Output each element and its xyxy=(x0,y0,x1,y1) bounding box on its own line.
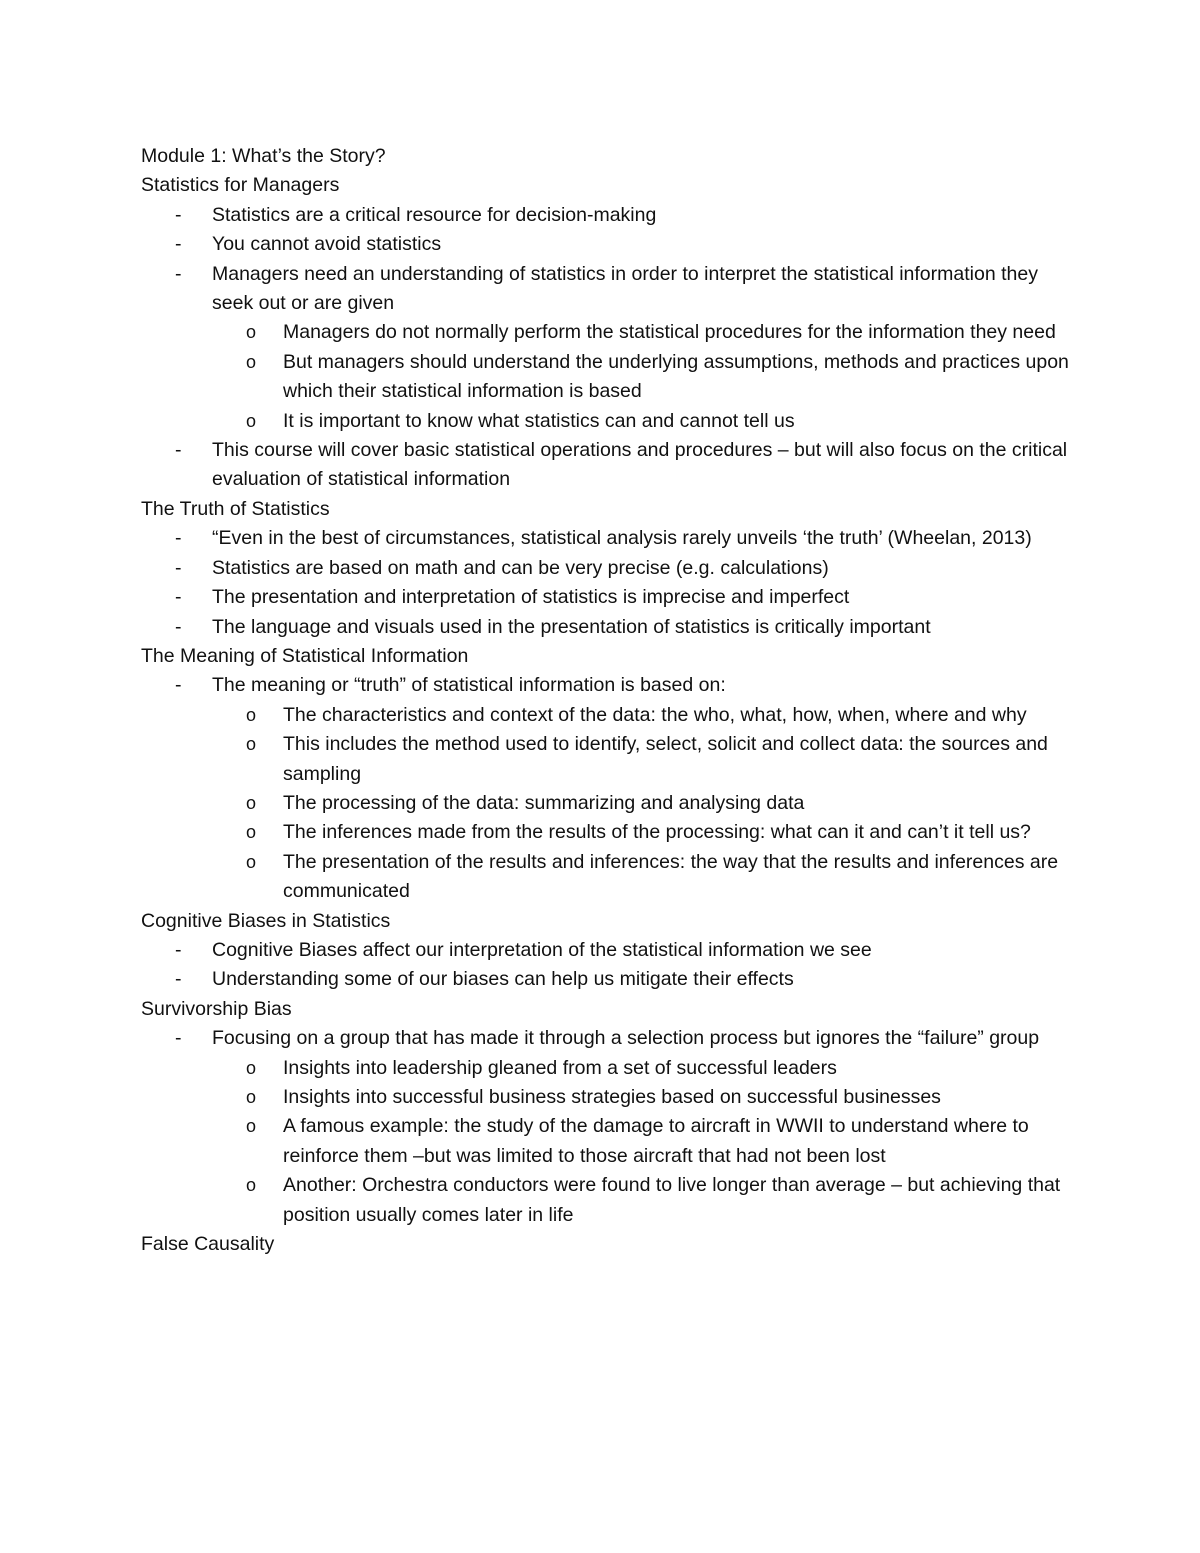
dash-bullet-icon: - xyxy=(175,527,182,550)
bullet-text: You cannot avoid statistics xyxy=(212,233,442,256)
sub-bullet-item xyxy=(141,1054,1071,1083)
bullet-item xyxy=(141,230,1071,259)
circle-bullet-icon: o xyxy=(246,851,257,872)
section-heading: Survivorship Bias xyxy=(141,997,292,1020)
bullet-text: The presentation of the results and inferences: the way that the results and inferences are communicated xyxy=(283,850,1059,903)
bullet-item xyxy=(141,260,1071,319)
circle-bullet-icon: o xyxy=(246,322,257,343)
bullet-text: Managers need an understanding of statistics in order to interpret the statistical information they seek out or are given xyxy=(212,262,1038,315)
bullet-text: But managers should understand the underlying assumptions, methods and practices upon which their statistical information is based xyxy=(283,350,1069,403)
bullet-text: Insights into leadership gleaned from a set of successful leaders xyxy=(283,1056,837,1079)
dash-bullet-icon: - xyxy=(175,674,182,697)
bullet-text: A famous example: the study of the damage to aircraft in WWII to understand where to reinforce them –but was limited to those aircraft that had not been lost xyxy=(283,1115,1029,1167)
bullet-text: Managers do not normally perform the statistical procedures for the information they need xyxy=(283,321,1056,344)
circle-bullet-icon: o xyxy=(246,1087,257,1107)
dash-bullet-icon: - xyxy=(175,586,182,609)
dash-bullet-icon: - xyxy=(175,262,182,285)
dash-bullet-icon: - xyxy=(175,968,182,991)
sub-bullet-item xyxy=(141,701,1071,730)
sub-bullet-item xyxy=(141,818,1071,847)
dash-bullet-icon: - xyxy=(175,615,182,638)
circle-bullet-icon: o xyxy=(246,1057,257,1078)
dash-bullet-icon: - xyxy=(175,233,182,256)
bullet-text: Focusing on a group that has made it through a selection process but ignores the “failure” group xyxy=(212,1027,1040,1050)
section-heading: Cognitive Biases in Statistics xyxy=(141,909,391,932)
bullet-text: Statistics are a critical resource for decision-making xyxy=(212,203,657,226)
bullet-text: Statistics are based on math and can be very precise (e.g. calculations) xyxy=(212,556,829,579)
bullet-text: This includes the method used to identify, select, solicit and collect data: the sources and sampling xyxy=(283,733,1048,785)
dash-bullet-icon: - xyxy=(175,439,182,462)
bullet-item xyxy=(141,524,1071,553)
bullet-text: The inferences made from the results of the processing: what can it and can’t it tell us? xyxy=(283,821,1031,844)
bullet-text: The processing of the data: summarizing and analysing data xyxy=(283,791,805,814)
bullet-text: The meaning or “truth” of statistical information is based on: xyxy=(212,674,726,697)
section-heading: Statistics for Managers xyxy=(141,174,340,197)
document-sections xyxy=(141,171,1071,1259)
bullet-item xyxy=(141,1024,1071,1053)
sub-bullet-item xyxy=(141,1083,1071,1112)
bullet-text: Understanding some of our biases can help us mitigate their effects xyxy=(212,968,794,991)
sub-bullet-item xyxy=(141,1171,1071,1230)
bullet-text: Another: Orchestra conductors were found to live longer than average – but achieving that position usually comes later in life xyxy=(283,1174,1061,1226)
sub-bullet-item xyxy=(141,730,1071,789)
circle-bullet-icon: o xyxy=(246,704,257,725)
bullet-text: Cognitive Biases affect our interpretation of the statistical information we see xyxy=(212,938,872,961)
document-page xyxy=(141,142,1071,1259)
sub-bullet-item xyxy=(141,318,1071,347)
bullet-text: Insights into successful business strategies based on successful businesses xyxy=(283,1086,941,1108)
dash-bullet-icon: - xyxy=(175,938,182,961)
bullet-item xyxy=(141,671,1071,700)
circle-bullet-icon: o xyxy=(246,1116,257,1137)
section-heading: False Causality xyxy=(141,1233,275,1256)
circle-bullet-icon: o xyxy=(246,351,257,372)
bullet-item xyxy=(141,201,1071,230)
bullet-item xyxy=(141,965,1071,994)
circle-bullet-icon: o xyxy=(246,822,257,843)
bullet-text: The language and visuals used in the presentation of statistics is critically important xyxy=(212,615,931,638)
document-title: Module 1: What’s the Story? xyxy=(141,145,386,167)
bullet-item xyxy=(141,613,1071,642)
bullet-item xyxy=(141,554,1071,583)
dash-bullet-icon: - xyxy=(175,203,182,226)
dash-bullet-icon: - xyxy=(175,1027,182,1050)
bullet-item xyxy=(141,583,1071,612)
bullet-text: “Even in the best of circumstances, statistical analysis rarely unveils ‘the truth’ (Wheelan, 2013) xyxy=(212,527,1032,550)
sub-bullet-item xyxy=(141,789,1071,818)
sub-bullet-item xyxy=(141,1112,1071,1171)
dash-bullet-icon: - xyxy=(175,556,182,579)
section-heading: The Truth of Statistics xyxy=(141,497,330,520)
circle-bullet-icon: o xyxy=(246,410,257,431)
circle-bullet-icon: o xyxy=(246,792,257,813)
section-heading: The Meaning of Statistical Information xyxy=(141,644,469,667)
bullet-text: The characteristics and context of the data: the who, what, how, when, where and why xyxy=(283,703,1027,726)
circle-bullet-icon: o xyxy=(246,734,257,755)
sub-bullet-item xyxy=(141,848,1071,907)
bullet-text: The presentation and interpretation of statistics is imprecise and imperfect xyxy=(212,586,850,609)
sub-bullet-item xyxy=(141,348,1071,407)
bullet-item xyxy=(141,936,1071,965)
sub-bullet-item xyxy=(141,407,1071,436)
circle-bullet-icon: o xyxy=(246,1175,257,1196)
bullet-text: It is important to know what statistics can and cannot tell us xyxy=(283,409,795,432)
bullet-text: This course will cover basic statistical operations and procedures – but will also focus on the critical evaluation of statistical information xyxy=(212,439,1068,491)
bullet-item xyxy=(141,436,1071,495)
